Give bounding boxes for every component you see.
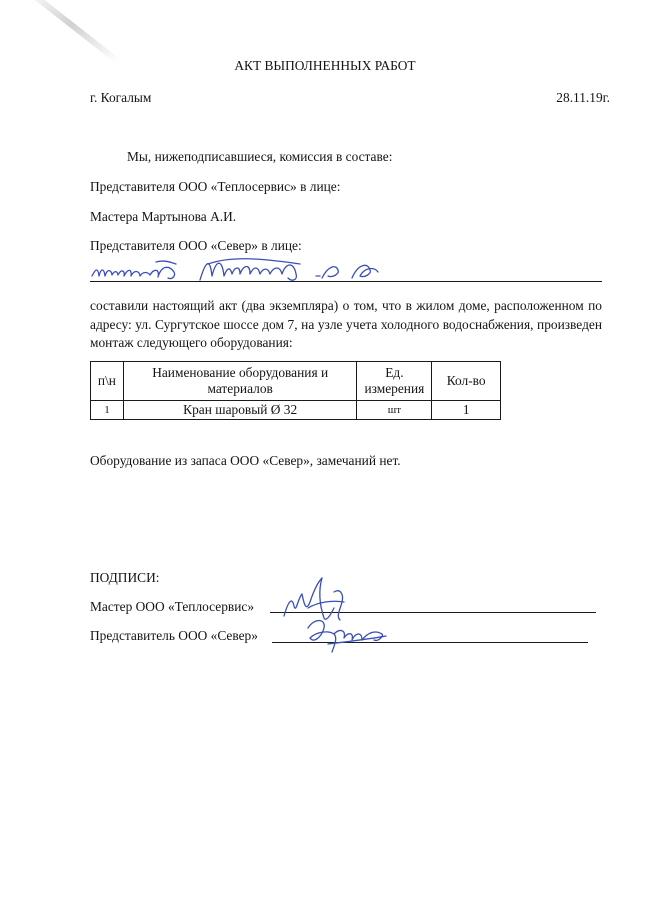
equipment-table [90,361,501,420]
header-unit: Ед. измерения [357,362,432,401]
stock-note: Оборудование из запаса ООО «Север», замечаний нет. [90,453,401,468]
row-unit: шт [357,401,432,420]
signature-label-master: Мастер ООО «Теплосервис» [90,599,255,614]
row-qty: 1 [432,401,501,420]
commission-intro: Мы, нижеподписавшиеся, комиссия в составе: [127,149,393,164]
rep-sever-line: Представителя ООО «Север» в лице: [90,238,302,253]
master-name: Мастера Мартынова А.И. [90,209,237,224]
rep-teploservis-line: Представителя ООО «Теплосервис» в лице: [90,179,341,194]
row-name: Кран шаровый Ø 32 [123,401,357,420]
row-num: 1 [91,401,124,420]
table-row [91,401,501,420]
header-num: п\н [91,362,124,401]
signatures-heading: ПОДПИСИ: [90,570,160,585]
document-city: г. Когалым [90,90,152,105]
table-header-row [91,362,501,401]
act-body-paragraph: составили настоящий акт (два экземпляра) о том, что в жилом доме, расположенном по адресу: ул. Сургутское шоссе дом 7, на узле учета холодного водоснабжения, произведен монтаж следующего оборудования: [90,298,602,350]
signature-label-representative: Представитель ООО «Север» [90,628,258,643]
document-date: 28.11.19г. [556,90,610,105]
header-name: Наименование оборудования и материалов [123,362,357,401]
header-qty: Кол-во [432,362,501,401]
signature-representative [304,614,394,656]
representative-underline [90,281,602,282]
scan-artifact [22,0,120,64]
handwritten-representative-name [90,254,410,284]
document-title: АКТ ВЫПОЛНЕННЫХ РАБОТ [234,58,416,73]
